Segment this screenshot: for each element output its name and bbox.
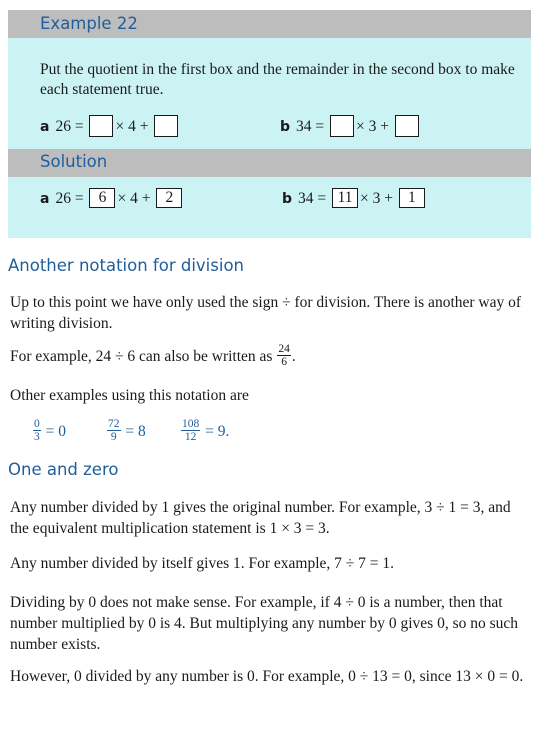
part-label: a bbox=[40, 191, 50, 207]
question-b bbox=[280, 116, 421, 138]
frac-num: 72 bbox=[108, 418, 120, 430]
fraction bbox=[181, 418, 200, 443]
frac-den: 3 bbox=[34, 431, 40, 443]
frac-num: 0 bbox=[34, 418, 40, 430]
quotient-box[interactable] bbox=[330, 115, 354, 137]
question-a bbox=[40, 116, 180, 138]
example-title: Example 22 bbox=[40, 14, 138, 33]
fraction-result: = 8 bbox=[125, 423, 146, 441]
part-label: b bbox=[282, 191, 293, 207]
example-title-bar bbox=[8, 10, 531, 38]
operator: × 3 + bbox=[360, 190, 394, 207]
lhs: 34 = bbox=[298, 190, 327, 207]
operator: × 3 + bbox=[356, 118, 390, 135]
para2-suffix: . bbox=[291, 348, 296, 366]
solution-title: Solution bbox=[40, 152, 108, 171]
example-fraction-2 bbox=[106, 420, 146, 445]
one-zero-para-3: Dividing by 0 does not make sense. For example, if 4 ÷ 0 is a number, then that number multiplied by 0 is 4. But multiplying any number by 0 gives 0, so no such number exists. bbox=[10, 594, 519, 653]
lhs: 34 = bbox=[296, 118, 325, 135]
example-fraction-3 bbox=[180, 420, 229, 445]
quotient-value: 11 bbox=[332, 188, 358, 208]
frac-num: 108 bbox=[182, 418, 200, 430]
operator: × 4 + bbox=[115, 118, 149, 135]
fraction-result: = 9. bbox=[205, 423, 230, 441]
notation-para-3: Other examples using this notation are bbox=[10, 387, 249, 404]
example-task: Put the quotient in the first box and the remainder in the second box to make each statement true. bbox=[40, 61, 515, 98]
part-label: b bbox=[280, 119, 291, 135]
fraction-24-6 bbox=[277, 343, 291, 368]
example-box bbox=[8, 10, 531, 238]
remainder-box[interactable] bbox=[154, 115, 178, 137]
para2-prefix: For example, 24 ÷ 6 can also be written as bbox=[10, 348, 273, 366]
one-zero-para-1: Any number divided by 1 gives the original number. For example, 3 ÷ 1 = 3, and the equivalent multiplication statement is 1 × 3 = 3. bbox=[10, 499, 511, 537]
quotient-box[interactable] bbox=[89, 115, 113, 137]
remainder-box[interactable] bbox=[395, 115, 419, 137]
operator: × 4 + bbox=[117, 190, 151, 207]
remainder-value: 1 bbox=[399, 188, 425, 208]
frac-den: 6 bbox=[281, 356, 287, 368]
example-fraction-1 bbox=[32, 420, 66, 445]
solution-title-bar bbox=[8, 149, 531, 177]
solution-b bbox=[282, 188, 427, 210]
notation-heading: Another notation for division bbox=[8, 256, 245, 275]
one-zero-para-2: Any number divided by itself gives 1. For example, 7 ÷ 7 = 1. bbox=[10, 555, 395, 572]
solution-a bbox=[40, 188, 184, 210]
frac-den: 12 bbox=[184, 431, 197, 443]
lhs: 26 = bbox=[55, 118, 84, 135]
notation-para-2 bbox=[10, 345, 530, 370]
lhs: 26 = bbox=[55, 190, 84, 207]
one-zero-heading: One and zero bbox=[8, 460, 119, 479]
notation-para-1: Up to this point we have only used the sign ÷ for division. There is another way of writing division. bbox=[10, 294, 522, 332]
frac-num: 24 bbox=[278, 343, 290, 355]
quotient-value: 6 bbox=[89, 188, 115, 208]
remainder-value: 2 bbox=[156, 188, 182, 208]
part-label: a bbox=[40, 119, 50, 135]
frac-den: 9 bbox=[110, 431, 117, 443]
fraction-result: = 0 bbox=[45, 423, 66, 441]
fraction bbox=[33, 418, 41, 443]
one-zero-para-4: However, 0 divided by any number is 0. For example, 0 ÷ 13 = 0, since 13 × 0 = 0. bbox=[10, 668, 524, 685]
fraction bbox=[107, 418, 121, 443]
